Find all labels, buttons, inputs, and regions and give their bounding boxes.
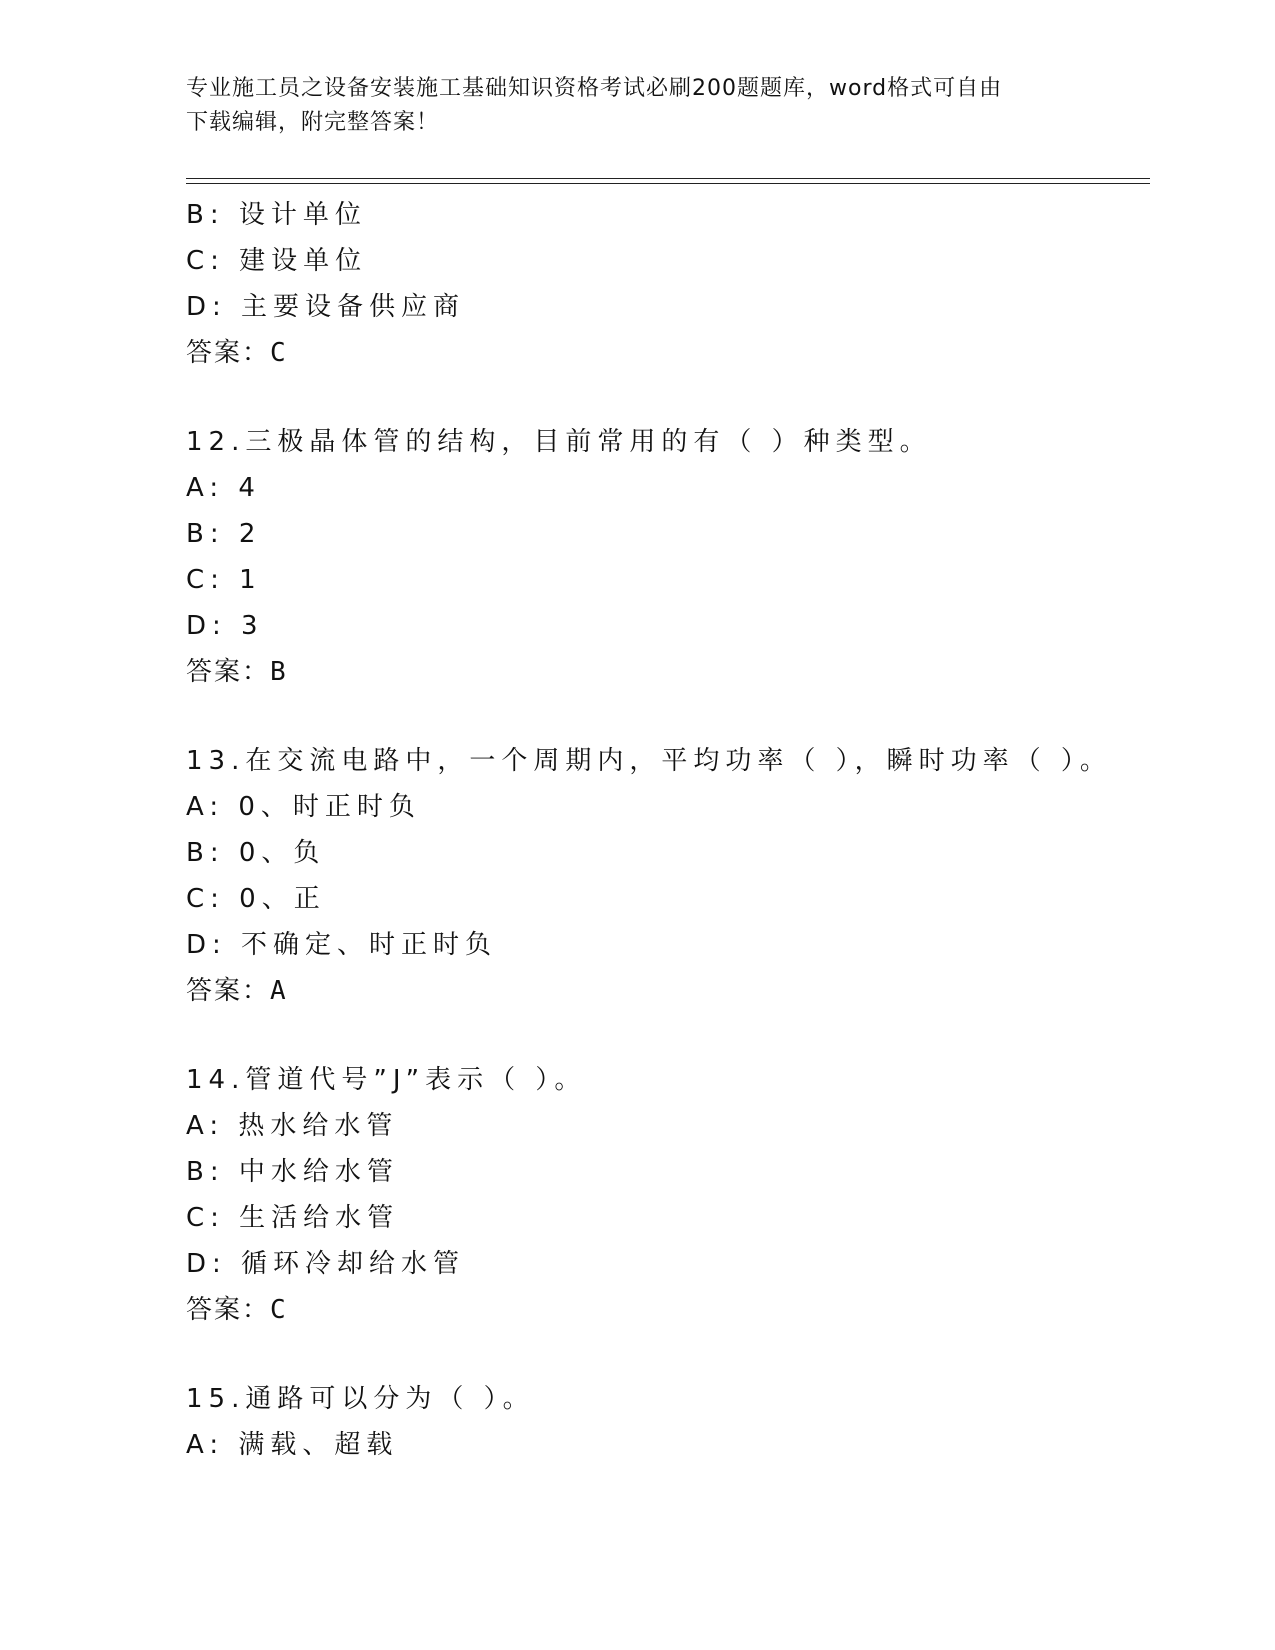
q12-option-d: D: 3 (186, 611, 264, 641)
q13-answer-key: A (270, 976, 288, 1006)
q12-answer-label: 答案： (186, 657, 271, 687)
q13-option-b: B: 0、负 (186, 838, 326, 868)
q11-answer (186, 330, 1146, 376)
q14-answer (186, 1287, 1146, 1333)
q12-answer (186, 649, 1146, 695)
document-header (186, 72, 1086, 140)
question-14 (186, 1057, 1146, 1333)
q14-option-b: B: 中水给水管 (186, 1157, 399, 1187)
q14-question-text: 14.管道代号”J”表示（ ）。 (186, 1065, 587, 1095)
question-11 (186, 192, 1146, 376)
q11-answer-key: C (270, 338, 288, 368)
header-title-line2: 下载编辑，附完整答案！ (186, 110, 440, 135)
q14-option-a: A: 热水给水管 (186, 1111, 399, 1141)
q13-answer (186, 968, 1146, 1014)
q13-option-d: D: 不确定、时正时负 (186, 930, 498, 960)
q11-answer-label: 答案： (186, 338, 271, 368)
q12-option-c: C: 1 (186, 565, 262, 595)
q14-option-c: C: 生活给水管 (186, 1203, 400, 1233)
q15-option-a: A: 满载、超载 (186, 1430, 399, 1460)
q13-answer-label: 答案： (186, 976, 271, 1006)
header-divider-bottom (186, 183, 1150, 184)
q13-option-c: C: 0、正 (186, 884, 326, 914)
header-divider-top (186, 178, 1150, 179)
q15-question-text: 15.通路可以分为（ ）。 (186, 1384, 535, 1414)
question-15 (186, 1376, 1146, 1468)
q14-option-d: D: 循环冷却给水管 (186, 1249, 466, 1279)
q12-question-text: 12.三极晶体管的结构，目前常用的有（ ）种类型。 (186, 427, 932, 457)
question-13 (186, 738, 1146, 1014)
question-list (186, 192, 1146, 1468)
q14-answer-key: C (270, 1295, 288, 1325)
q12-option-a: A: 4 (186, 473, 261, 503)
question-12 (186, 419, 1146, 695)
q11-option-b: B: 设计单位 (186, 200, 367, 230)
q11-option-c: C: 建设单位 (186, 246, 368, 276)
q11-option-d: D: 主要设备供应商 (186, 292, 466, 322)
q12-option-b: B: 2 (186, 519, 262, 549)
header-title-line1: 专业施工员之设备安装施工基础知识资格考试必刷200题题库，word格式可自由 (186, 76, 1003, 101)
q13-question-text: 13.在交流电路中，一个周期内，平均功率（ ），瞬时功率（ ）。 (186, 746, 1112, 776)
q12-answer-key: B (270, 657, 288, 687)
q14-answer-label: 答案： (186, 1295, 271, 1325)
q13-option-a: A: 0、时正时负 (186, 792, 421, 822)
